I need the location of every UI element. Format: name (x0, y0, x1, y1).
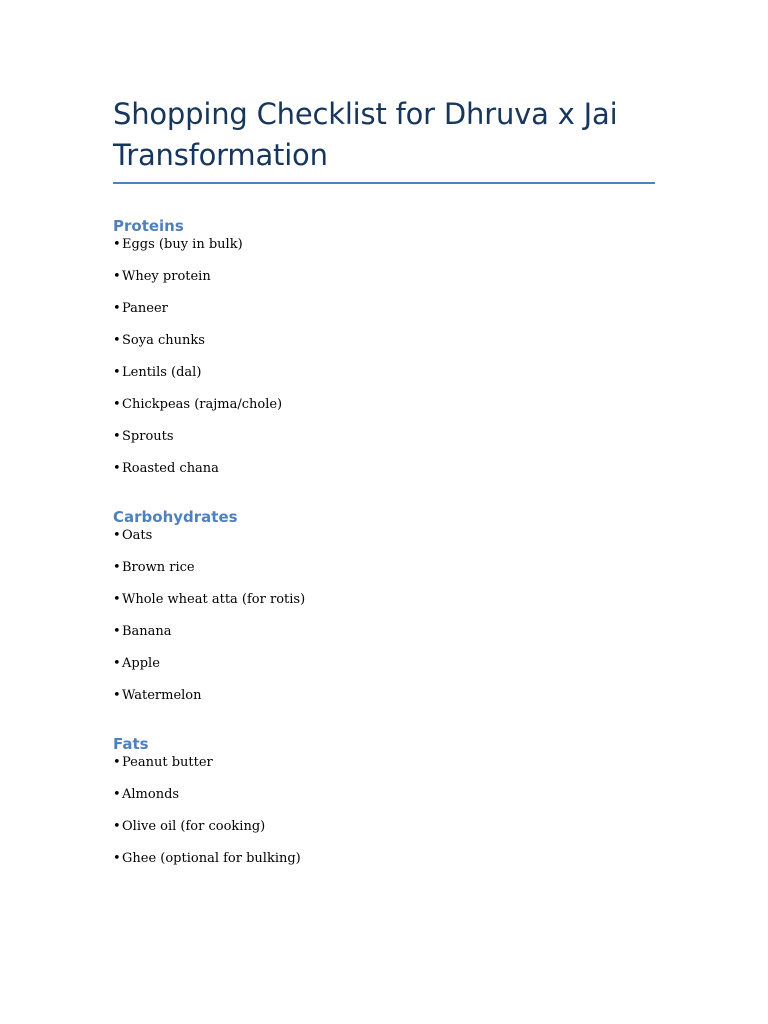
section-heading-carbohydrates: Carbohydrates (113, 508, 238, 526)
bullet-icon: • (113, 787, 121, 802)
section-proteins (113, 215, 655, 477)
bullet-icon: • (113, 819, 121, 834)
document-page (113, 94, 655, 867)
list-item (113, 592, 655, 608)
list-item (113, 755, 655, 771)
list-item-text: Whey protein (122, 269, 211, 284)
bullet-icon: • (113, 592, 121, 607)
list-item (113, 528, 655, 544)
bullet-icon: • (113, 688, 121, 703)
list-item-text: Eggs (buy in bulk) (122, 237, 243, 252)
list-item (113, 560, 655, 576)
list-item-text: Ghee (optional for bulking) (122, 851, 301, 866)
list-item-text: Lentils (dal) (122, 365, 202, 380)
bullet-icon: • (113, 269, 121, 284)
list-item (113, 301, 655, 317)
list-item (113, 461, 655, 477)
list-item-text: Roasted chana (122, 461, 219, 476)
bullet-icon: • (113, 624, 121, 639)
bullet-icon: • (113, 333, 121, 348)
list-item-text: Brown rice (122, 560, 195, 575)
bullet-icon: • (113, 397, 121, 412)
section-heading-proteins: Proteins (113, 217, 184, 235)
list-item-text: Peanut butter (122, 755, 213, 770)
list-item (113, 656, 655, 672)
list-item (113, 851, 655, 867)
list-item-text: Oats (122, 528, 153, 543)
title-underline (113, 182, 655, 184)
list-item-text: Apple (122, 656, 160, 671)
list-item (113, 333, 655, 349)
list-item (113, 269, 655, 285)
bullet-icon: • (113, 461, 121, 476)
list-item (113, 365, 655, 381)
list-item (113, 819, 655, 835)
bullet-icon: • (113, 560, 121, 575)
bullet-icon: • (113, 656, 121, 671)
bullet-icon: • (113, 528, 121, 543)
bullet-icon: • (113, 365, 121, 380)
list-item (113, 787, 655, 803)
list-item (113, 429, 655, 445)
list-item-text: Banana (122, 624, 172, 639)
page-title: Shopping Checklist for Dhruva x Jai Transformation (113, 97, 618, 172)
list-item-text: Whole wheat atta (for rotis) (122, 592, 306, 607)
bullet-icon: • (113, 429, 121, 444)
bullet-icon: • (113, 851, 121, 866)
carbohydrates-list (113, 528, 655, 704)
list-item (113, 688, 655, 704)
list-item-text: Soya chunks (122, 333, 205, 348)
section-heading-fats: Fats (113, 735, 149, 753)
list-item (113, 237, 655, 253)
list-item (113, 624, 655, 640)
bullet-icon: • (113, 755, 121, 770)
list-item-text: Watermelon (122, 688, 202, 703)
list-item-text: Almonds (122, 787, 180, 802)
bullet-icon: • (113, 237, 121, 252)
section-fats (113, 733, 655, 867)
list-item-text: Paneer (122, 301, 168, 316)
list-item-text: Chickpeas (rajma/chole) (122, 397, 283, 412)
fats-list (113, 755, 655, 867)
section-carbohydrates (113, 506, 655, 704)
list-item-text: Sprouts (122, 429, 174, 444)
list-item-text: Olive oil (for cooking) (122, 819, 266, 834)
bullet-icon: • (113, 301, 121, 316)
list-item (113, 397, 655, 413)
proteins-list (113, 237, 655, 477)
